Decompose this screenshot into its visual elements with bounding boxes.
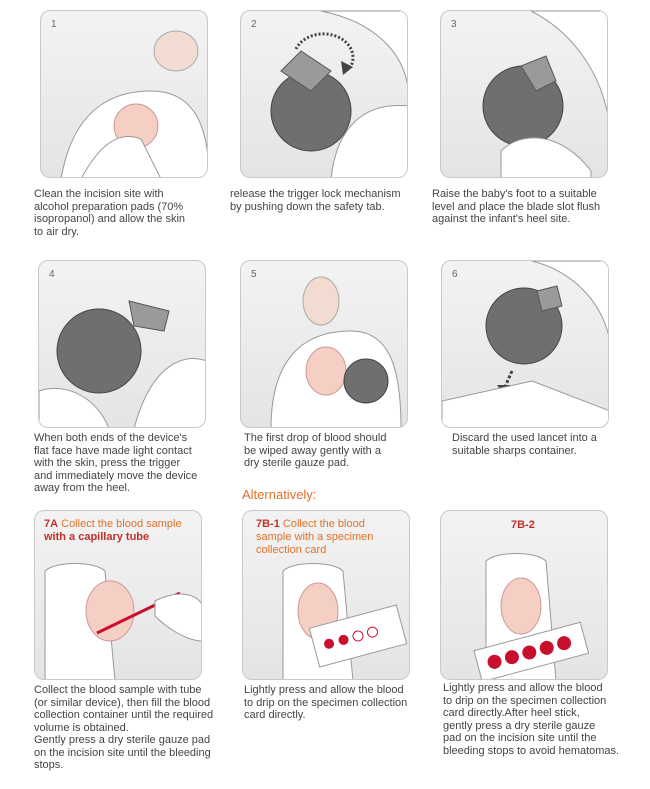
step-number: 3 xyxy=(451,19,457,30)
step-1-caption: Clean the incision site with alcohol preparation pads (70% isopropanol) and allow the skin to air dry. xyxy=(34,188,186,238)
step-number: 2 xyxy=(251,19,257,30)
step-7b1-code: 7B-1 xyxy=(256,518,280,530)
step-7b1-title-text: Collect the blood sample with a specimen collection card xyxy=(256,518,374,556)
step-6-panel xyxy=(441,260,609,428)
step-7a-caption: Collect the blood sample with tube (or similar device), then fill the blood collection container until the required volume is obtained. Gently press a dry sterile gauze pad on the incision site until the bleeding stops. xyxy=(34,684,214,771)
step-5-illustration xyxy=(241,261,408,428)
step-7b2-illustration xyxy=(441,511,608,680)
step-number: 1 xyxy=(51,19,57,30)
step-7b1-caption: Lightly press and allow the blood to drip on the specimen collection card directly. xyxy=(244,684,408,721)
step-2-panel xyxy=(240,10,408,178)
step-3-caption: Raise the baby's foot to a suitable level and place the blade slot flush against the infant's heel site. xyxy=(432,188,601,225)
step-number: 5 xyxy=(251,269,257,280)
step-5-panel xyxy=(240,260,408,428)
step-3-panel xyxy=(440,10,608,178)
step-7b1-title xyxy=(256,518,406,557)
step-7b2-panel xyxy=(440,510,608,680)
step-6-illustration xyxy=(442,261,609,428)
step-6-caption: Discard the used lancet into a suitable sharps container. xyxy=(452,432,597,457)
step-4-illustration xyxy=(39,261,206,428)
alternatively-heading: Alternatively: xyxy=(242,487,317,502)
step-number: 6 xyxy=(452,269,458,280)
step-5-caption: The first drop of blood should be wiped away gently with a dry sterile gauze pad. xyxy=(244,432,387,469)
step-2-illustration xyxy=(241,11,408,178)
step-7a-title xyxy=(44,518,204,544)
step-1-panel xyxy=(40,10,208,178)
step-7a-title-text: Collect the blood sample xyxy=(61,518,182,530)
step-2-caption: release the trigger lock mechanism by pushing down the safety tab. xyxy=(230,188,401,213)
step-4-panel xyxy=(38,260,206,428)
step-7b2-code: 7B-2 xyxy=(511,519,535,531)
step-7a-code: 7A xyxy=(44,518,59,530)
step-number: 4 xyxy=(49,269,55,280)
step-7a-title-bold: with a capillary tube xyxy=(44,531,150,543)
step-3-illustration xyxy=(441,11,608,178)
step-4-caption: When both ends of the device's flat face have made light contact with the skin, press the trigger and immediately move the device away from the heel. xyxy=(34,432,198,494)
step-7b2-caption: Lightly press and allow the blood to drip on the specimen collection card directly.After heel stick, gently press a dry sterile gauze pad on the incision site until the bleeding stops to avoid hematomas. xyxy=(443,682,620,757)
step-1-illustration xyxy=(41,11,208,178)
